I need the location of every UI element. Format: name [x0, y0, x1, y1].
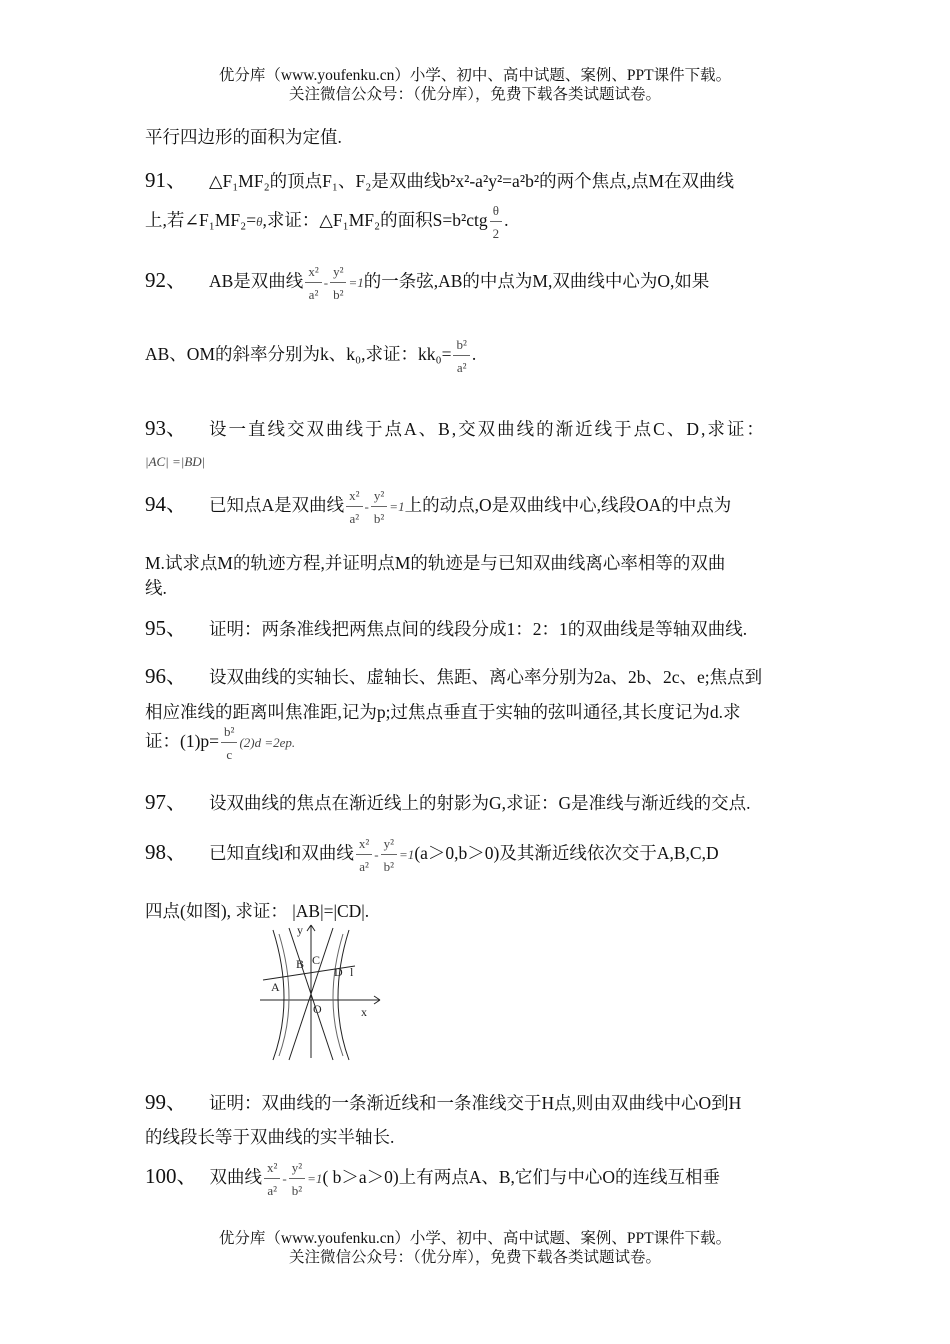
- problem-95-number: 95、: [145, 616, 187, 640]
- problem-94-line-1: 94、 已知点A是双曲线 $\frac{\text{x²}}{\text{a²}}$ - $\frac{\text{y²}}{\text{b²}}$ =1上的动点,O是双曲线中心,线段OA的中点为: [145, 487, 732, 526]
- problem-99-line-1: 99、 证明：双曲线的一条渐近线和一条准线交于H点,则由双曲线中心O到H: [145, 1090, 742, 1114]
- problem-98-number: 98、: [145, 840, 187, 864]
- problem-93-line-1: 93、 设一直线交双曲线于点A、B,交双曲线的渐近线于点C、D,求证：: [145, 416, 766, 440]
- header-line-2: 关注微信公众号：（优分库），免费下载各类试题试卷。: [288, 86, 661, 103]
- problem-92-number: 92、: [145, 268, 187, 292]
- label-x: x: [361, 1005, 367, 1019]
- x-axis-arrow: [374, 996, 380, 1000]
- header-line-1: 优分库（www.youfenku.cn）小学、初中、高中试题、案例、PPT课件下载。: [218, 67, 732, 84]
- problem-94-line-3: 线.: [145, 578, 167, 598]
- label-l: l: [350, 965, 354, 979]
- page-header: [0, 66, 950, 104]
- problem-92-line-2: AB、OM的斜率分别为k、k₀,求证：kk₀= $\frac{\text{b²}}{\text{a²}}$ .: [145, 337, 477, 375]
- hyperbola-figure: [255, 920, 390, 1062]
- problem-96-line-2: 相应准线的距离叫焦准距,记为p;过焦点垂直于实轴的弦叫通径,其长度记为d.求: [145, 702, 741, 722]
- hyperbola-y-term: $\frac{\text{y²}}{\text{b²}}$: [330, 265, 346, 301]
- footer-line-2: 关注微信公众号：（优分库），免费下载各类试题试卷。: [288, 1249, 661, 1266]
- problem-95-line: 95、 证明：两条准线把两焦点间的线段分成1：2：1的双曲线是等轴双曲线.: [145, 616, 748, 640]
- slope-ratio-fraction: $\frac{\text{b²}}{\text{a²}}$: [453, 338, 469, 374]
- problem-94-line-2: M.试求点M的轨迹方程,并证明点M的轨迹是与已知双曲线离心率相等的双曲: [145, 553, 726, 573]
- problem-91-text-1: △F₁MF₂的顶点F₁、F₂是双曲线b²x²-a²y²=a²b²的两个焦点,点M在双曲线: [209, 171, 734, 191]
- intro-line: 平行四边形的面积为定值.: [145, 127, 342, 147]
- problem-97-number: 97、: [145, 790, 187, 814]
- problem-97-line: 97、 设双曲线的焦点在渐近线上的射影为G,求证：G是准线与渐近线的交点.: [145, 790, 751, 814]
- footer-line-1: 优分库（www.youfenku.cn）小学、初中、高中试题、案例、PPT课件下载。: [218, 1230, 732, 1247]
- problem-91-number: 91、: [145, 168, 187, 192]
- label-D: D: [334, 965, 343, 979]
- problem-91-line-1: [145, 164, 734, 194]
- problem-96-line-3: 证：(1)p= $\frac{\text{b²}}{c}$ (2)d =2ep.: [145, 724, 296, 762]
- hyperbola-left-branch: [273, 930, 284, 1060]
- page-footer: [0, 1229, 950, 1267]
- problem-98-line-1: 98、 已知直线l和双曲线 $\frac{\text{x²}}{\text{a²}}$ - $\frac{\text{y²}}{\text{b²}}$ =1(a＞0,b＞0)及其渐近线依次交于A,B,C,D: [145, 835, 719, 874]
- problem-92-line-1: 92、 AB是双曲线 $\frac{\text{x²}}{\text{a²}}$ - $\frac{\text{y²}}{\text{b²}}$ =1的一条弦,AB的中点为M,双曲线中心为O,如果: [145, 263, 710, 302]
- problem-99-line-2: 的线段长等于双曲线的实半轴长.: [145, 1127, 395, 1147]
- problem-96-number: 96、: [145, 664, 187, 688]
- problem-91-line-2: 上,若∠F₁MF₂=θ,求证：△F₁MF₂的面积S=b²ctg $\frac{\theta}{2}$ .: [145, 203, 509, 241]
- problem-100-line-1: 100、 双曲线 $\frac{\text{x²}}{\text{a²}}$ - $\frac{\text{y²}}{\text{b²}}$ =1( b＞a＞0)上有两点A、B,它们与中心O的连线互相垂: [145, 1159, 721, 1198]
- hyperbola-right-branch: [338, 930, 349, 1060]
- y-axis-arrow: [307, 925, 311, 931]
- problem-93-line-2: |AC| =|BD|: [145, 454, 206, 469]
- problem-98-line-2: 四点(如图), 求证： |AB|=|CD|.: [145, 901, 370, 921]
- problem-100-number: 100、: [145, 1164, 198, 1188]
- problem-96-line-1: 96、 设双曲线的实轴长、虚轴长、焦距、离心率分别为2a、2b、2c、e;焦点到: [145, 664, 763, 688]
- problem-99-number: 99、: [145, 1090, 187, 1114]
- label-C: C: [312, 953, 321, 967]
- label-y: y: [297, 923, 303, 937]
- label-A: A: [271, 980, 280, 994]
- theta-over-2-fraction: $\frac{\theta}{2}$: [490, 204, 503, 240]
- problem-93-number: 93、: [145, 416, 187, 440]
- problem-94-number: 94、: [145, 492, 187, 516]
- label-B: B: [296, 957, 305, 971]
- b2-over-c-fraction: $\frac{\text{b²}}{c}$: [221, 725, 237, 761]
- label-O: O: [313, 1002, 322, 1016]
- hyperbola-x-term: $\frac{\text{x²}}{\text{a²}}$: [305, 265, 321, 301]
